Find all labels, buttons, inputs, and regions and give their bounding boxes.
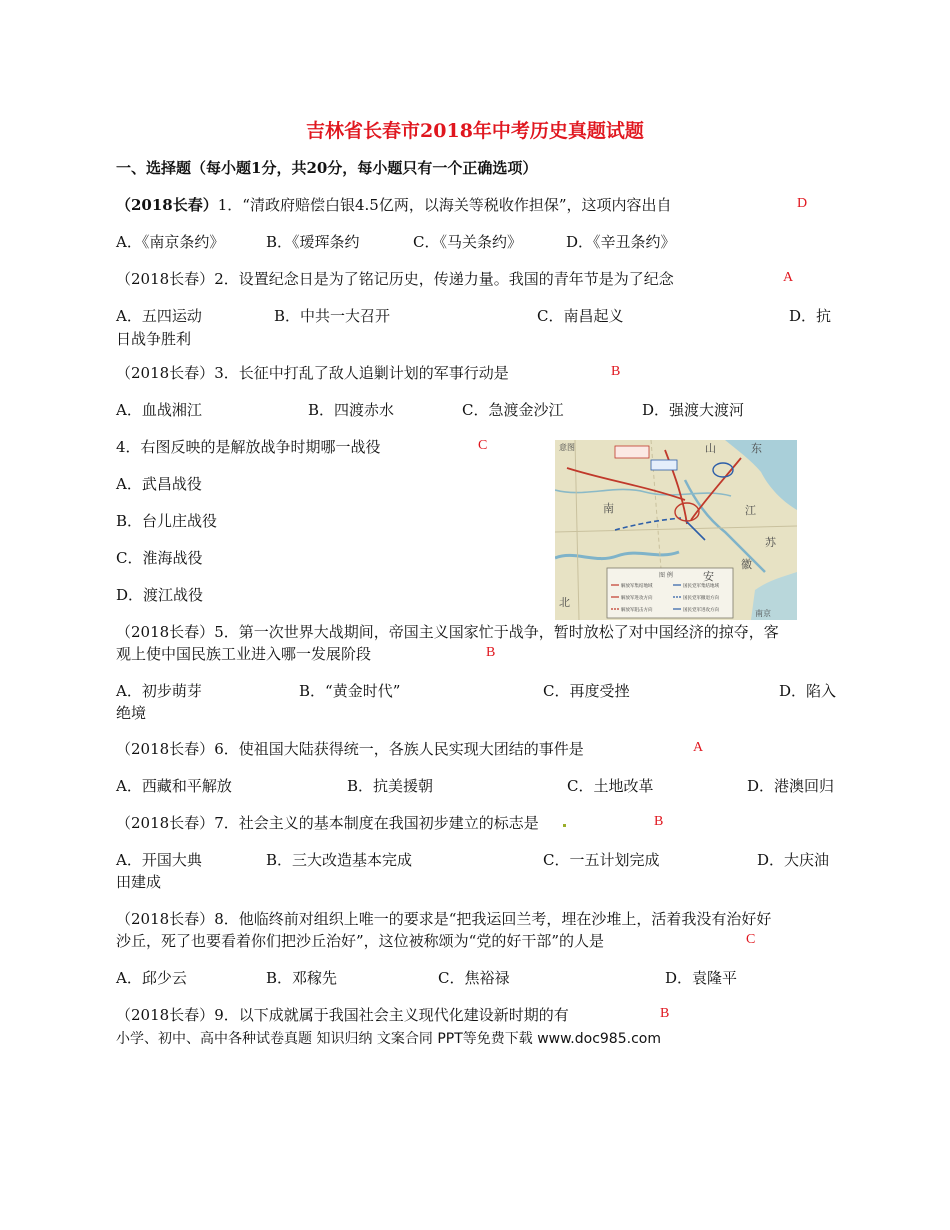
answer-7: B	[654, 814, 664, 829]
map-label: 南	[603, 502, 614, 515]
question-source: （2018长春）	[116, 814, 215, 832]
map-label: 南京	[755, 609, 771, 618]
answer-8: C	[746, 932, 756, 947]
question-5	[116, 621, 779, 642]
option-6c: C．土地改革	[567, 777, 654, 795]
question-text: 7．社会主义的基本制度在我国初步建立的标志是	[214, 814, 539, 832]
option-7c: C．一五计划完成	[543, 851, 660, 869]
option-7d: D．大庆油	[757, 851, 830, 869]
option-7a: A．开国大典	[116, 851, 202, 869]
option-5b: B．“黄金时代”	[299, 682, 401, 700]
question-source: （2018长春）	[116, 364, 215, 382]
answer-9: B	[660, 1006, 670, 1021]
option-1c: C．《马关条约》	[413, 233, 522, 251]
map-label: 徽	[741, 558, 752, 571]
question-2	[116, 268, 674, 289]
option-2d: D．抗	[789, 307, 832, 325]
question-text: 3．长征中打乱了敌人追剿计划的军事行动是	[214, 364, 509, 382]
answer-6: A	[693, 740, 704, 755]
option-1d: D．《辛丑条约》	[566, 233, 676, 251]
option-3d: D．强渡大渡河	[642, 401, 745, 419]
map-legend-item: 国民党军集结地域	[683, 584, 719, 589]
question-source: （2018长春）	[116, 1006, 215, 1024]
question-9	[116, 1004, 569, 1025]
option-5d: D．陷入	[779, 682, 837, 700]
option-4c: C．淮海战役	[116, 549, 203, 567]
map-label: 安	[703, 570, 714, 583]
option-5d-wrap: 绝境	[116, 704, 147, 722]
question-5-line-2: 观上使中国民族工业进入哪一发展阶段	[116, 645, 372, 663]
question-8	[116, 908, 771, 929]
map-legend-item: 解放军阻击方向	[621, 608, 653, 613]
option-3b: B．四渡赤水	[308, 401, 395, 419]
answer-3: B	[611, 364, 621, 379]
answer-1: D	[797, 196, 808, 211]
question-source: （2018长春）	[116, 270, 215, 288]
option-2c: C．南昌起义	[537, 307, 624, 325]
document-title: 吉林省长春市2018年中考历史真题试题	[306, 120, 644, 142]
map-label: 意图	[559, 443, 575, 452]
option-2a: A．五四运动	[116, 307, 202, 325]
option-4a: A．武昌战役	[116, 475, 202, 493]
option-8b: B．邓稼先	[266, 969, 338, 987]
option-4d: D．渡江战役	[116, 586, 204, 604]
option-2d-wrap: 日战争胜利	[116, 330, 192, 348]
map-legend-title: 图 例	[659, 572, 673, 579]
question-7	[116, 812, 539, 833]
answer-5: B	[486, 645, 496, 660]
option-7b: B．三大改造基本完成	[266, 851, 413, 869]
answer-4: C	[478, 438, 488, 453]
map-legend-item: 国民党军进攻方向	[683, 608, 719, 613]
option-4b: B．台儿庄战役	[116, 512, 218, 530]
map-label: 山	[705, 442, 716, 455]
option-2b: B．中共一大召开	[274, 307, 391, 325]
option-6a: A．西藏和平解放	[116, 777, 232, 795]
option-1a: A．《南京条约》	[116, 233, 225, 251]
question-3	[116, 362, 509, 383]
footer-text: 小学、初中、高中各种试卷真题 知识归纳 文案合同 PPT等免费下载 www.doc985.com	[116, 1031, 661, 1047]
option-5a: A．初步萌芽	[116, 682, 202, 700]
map-legend-item: 解放军进攻方向	[621, 596, 653, 601]
stray-mark	[563, 824, 566, 827]
question-text: 2．设置纪念日是为了铭记历史，传递力量。我国的青年节是为了纪念	[214, 270, 674, 288]
map-label: 江	[745, 504, 756, 517]
option-3c: C．急渡金沙江	[462, 401, 564, 419]
option-6d: D．港澳回归	[747, 777, 835, 795]
question-1	[116, 194, 672, 215]
question-source: （2018长春）	[116, 740, 215, 758]
question-4	[116, 436, 381, 457]
map-legend-item: 解放军集结地域	[621, 584, 653, 589]
question-source: （2018长春）	[116, 623, 215, 641]
question-6	[116, 738, 584, 759]
option-7d-wrap: 田建成	[116, 873, 162, 891]
question-text: 1．“清政府赔偿白银4.5亿两，以海关等税收作担保”，这项内容出自	[217, 196, 672, 214]
question-text: 5．第一次世界大战期间，帝国主义国家忙于战争，暂时放松了对中国经济的掠夺，客	[214, 623, 779, 641]
option-1b: B．《瑷珲条约	[266, 233, 360, 251]
question-text: 9．以下成就属于我国社会主义现代化建设新时期的有	[214, 1006, 569, 1024]
battle-map-image	[555, 440, 797, 620]
option-6b: B．抗美援朝	[347, 777, 434, 795]
option-8a: A．邱少云	[116, 969, 187, 987]
option-8d: D．袁隆平	[665, 969, 738, 987]
option-8c: C．焦裕禄	[438, 969, 510, 987]
map-label: 苏	[765, 536, 776, 549]
answer-2: A	[783, 270, 794, 285]
question-text: 4．右图反映的是解放战争时期哪一战役	[116, 438, 381, 456]
question-8-line-2: 沙丘，死了也要看着你们把沙丘治好”，这位被称颂为“党的好干部”的人是	[116, 932, 605, 950]
question-source: （2018长春）	[116, 196, 218, 214]
map-legend-item: 国民党军撤退方向	[683, 596, 719, 601]
option-3a: A．血战湘江	[116, 401, 202, 419]
question-text: 8．他临终前对组织上唯一的要求是“把我运回兰考，埋在沙堆上，活着我没有治好好	[214, 910, 772, 928]
map-label: 北	[559, 596, 570, 609]
section-heading: 一、选择题（每小题1分，共20分，每小题只有一个正确选项）	[116, 159, 538, 177]
question-text: 6．使祖国大陆获得统一，各族人民实现大团结的事件是	[214, 740, 584, 758]
map-label: 东	[751, 442, 762, 455]
question-source: （2018长春）	[116, 910, 215, 928]
option-5c: C．再度受挫	[543, 682, 630, 700]
